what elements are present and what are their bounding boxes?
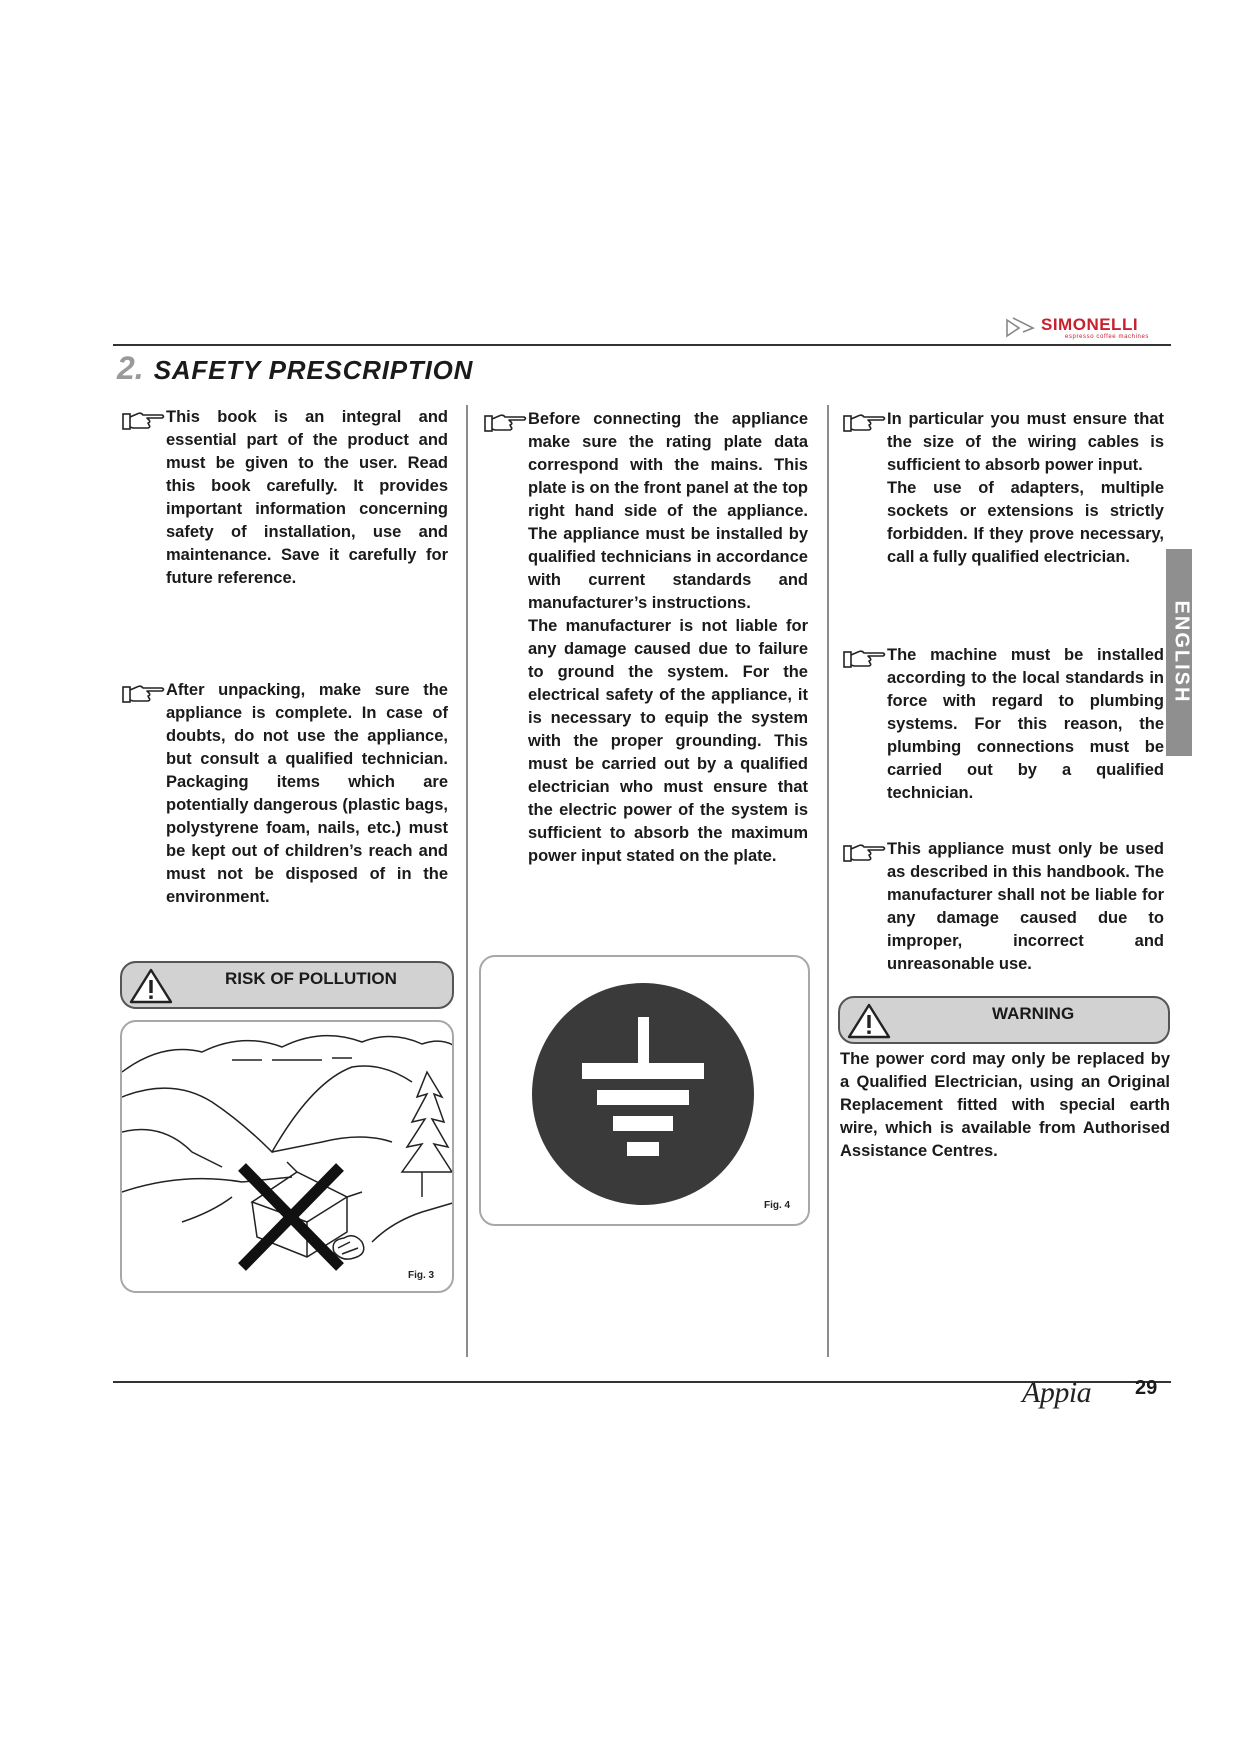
paragraph-group bbox=[528, 408, 808, 868]
section-title-text: SAFETY PRESCRIPTION bbox=[153, 355, 474, 385]
page-number: 29 bbox=[1135, 1377, 1158, 1399]
right-para-1 bbox=[843, 408, 1170, 569]
figure-3 bbox=[120, 1020, 454, 1293]
header-rule bbox=[113, 344, 1171, 346]
right-para-3 bbox=[843, 838, 1170, 976]
left-para-1 bbox=[122, 406, 454, 590]
middle-para-1 bbox=[484, 408, 814, 868]
pointing-hand-icon bbox=[843, 842, 887, 864]
column-divider bbox=[827, 405, 829, 1357]
pointing-hand-icon bbox=[484, 412, 528, 434]
warning-triangle-icon bbox=[128, 967, 174, 1005]
column-divider bbox=[466, 405, 468, 1357]
warning-text: The power cord may only be replaced by a Qualified Electrician, using an Original Replacement fitted with special earth wire, which is available from Authorised Assistance Centres. bbox=[840, 1050, 1170, 1160]
ground-symbol-icon bbox=[481, 957, 810, 1226]
paragraph-text: This book is an integral and essential part of the product and must be given to the user. Read this book carefully. It provides important information concerning safety of installation, use and maintenance. Save it carefully for future reference. bbox=[166, 408, 448, 587]
paragraph-text: Before connecting the appliance make sure the rating plate data correspond with the mains. This plate is on the front panel at the top right hand side of the appliance. The appliance must be installed by qualified technicians in accordance with current standards and manufacturer’s instructions. bbox=[528, 410, 808, 612]
pointing-hand-icon bbox=[843, 412, 887, 434]
brand-logo-icon bbox=[1005, 316, 1037, 338]
right-para-2 bbox=[843, 644, 1170, 805]
model-logo: Appia bbox=[1022, 1376, 1092, 1409]
paragraph-group bbox=[887, 408, 1164, 569]
paragraph-text: The use of adapters, multiple sockets or extensions is strictly forbidden. If they prove necessary, call a fully qualified electrician. bbox=[887, 479, 1164, 566]
pointing-hand-icon bbox=[843, 648, 887, 670]
alert-label: WARNING bbox=[992, 1004, 1075, 1023]
language-tab-label: ENGLISH bbox=[1170, 600, 1193, 704]
paragraph-text: The machine must be installed according to the local standards in force with regard to plumbing systems. For this reason, the plumbing connections must be carried out by a qualified technician. bbox=[887, 646, 1164, 802]
language-tab bbox=[1166, 549, 1192, 756]
warning-banner bbox=[838, 996, 1170, 1044]
pointing-hand-icon bbox=[122, 683, 166, 705]
figure-3-label: Fig. 3 bbox=[408, 1270, 435, 1281]
section-title bbox=[117, 350, 473, 390]
brand-tagline: espresso coffee machines bbox=[1065, 334, 1149, 340]
footer-rule bbox=[113, 1381, 1171, 1383]
pointing-hand-icon bbox=[122, 410, 166, 432]
warning-triangle-icon bbox=[846, 1002, 892, 1040]
alert-label: RISK OF POLLUTION bbox=[225, 969, 397, 988]
paragraph-text: This appliance must only be used as described in this handbook. The manufacturer shall not be liable for any damage caused due to improper, incorrect and unreasonable use. bbox=[887, 840, 1164, 973]
landscape-illustration bbox=[122, 1022, 454, 1293]
figure-4 bbox=[479, 955, 810, 1226]
section-number: 2. bbox=[117, 350, 144, 386]
paragraph-text: In particular you must ensure that the size of the wiring cables is sufficient to absorb power input. bbox=[887, 410, 1164, 474]
paragraph-text: The manufacturer is not liable for any damage caused due to failure to ground the system. For the electrical safety of the appliance, it is necessary to equip the system with the proper grounding. This must be carried out by a qualified electrician who must ensure that the electric power of the system is sufficient to absorb the maximum power input stated on the plate. bbox=[528, 617, 808, 865]
brand-logo bbox=[1005, 314, 1177, 344]
risk-of-pollution-banner bbox=[120, 961, 454, 1009]
paragraph-text: After unpacking, make sure the appliance is complete. In case of doubts, do not use the appliance, but consult a qualified technician. Packaging items which are potentially dangerous (plastic bags, polystyrene foam, nails, etc.) must be kept out of children’s reach and must not be disposed of in the environment. bbox=[166, 681, 448, 906]
left-para-2 bbox=[122, 679, 454, 909]
figure-4-label: Fig. 4 bbox=[764, 1200, 791, 1211]
brand-name: SIMONELLI bbox=[1041, 315, 1139, 334]
